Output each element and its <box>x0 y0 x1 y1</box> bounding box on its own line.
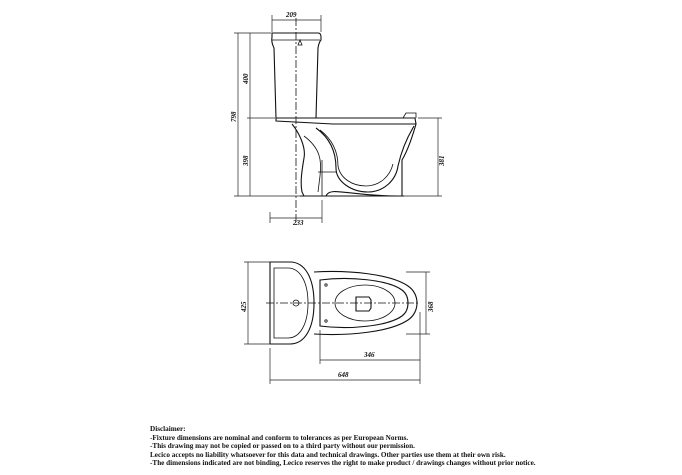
disclaimer <box>150 425 670 468</box>
disclaimer-line: -The dimensions indicated are not binding, Lecico reserves the right to make product / drawings changes without prior notice. <box>150 459 536 468</box>
dim-bowl-width: 368 <box>427 301 435 312</box>
bowl-outline <box>292 124 416 196</box>
seat-outline <box>276 118 416 124</box>
disclaimer-title: Disclaimer: <box>150 425 186 433</box>
disclaimer-line: Lecico accepts no liability whatsoever for this data and technical drawings. Other parties use them at their own risk. <box>150 450 506 459</box>
dim-seat-height: 398 <box>242 155 250 166</box>
plan-view <box>240 262 435 384</box>
dim-bowl-length: 346 <box>364 351 375 359</box>
side-view <box>230 11 446 227</box>
dim-total-height: 798 <box>230 111 238 122</box>
dim-rim-height: 381 <box>438 155 446 166</box>
disclaimer-line: -Fixture dimensions are nominal and conform to tolerances as per European Norms. <box>150 433 409 442</box>
dim-cistern-height: 400 <box>242 73 250 84</box>
dim-top-width: 209 <box>286 11 297 19</box>
dim-plan-width: 425 <box>240 301 248 312</box>
dim-outlet-offset: 233 <box>293 219 304 227</box>
disclaimer-line: -This drawing may not be copied or passed on to a third party without our permission. <box>150 442 415 451</box>
trap-outline <box>316 126 414 192</box>
dim-total-length: 648 <box>338 371 349 379</box>
